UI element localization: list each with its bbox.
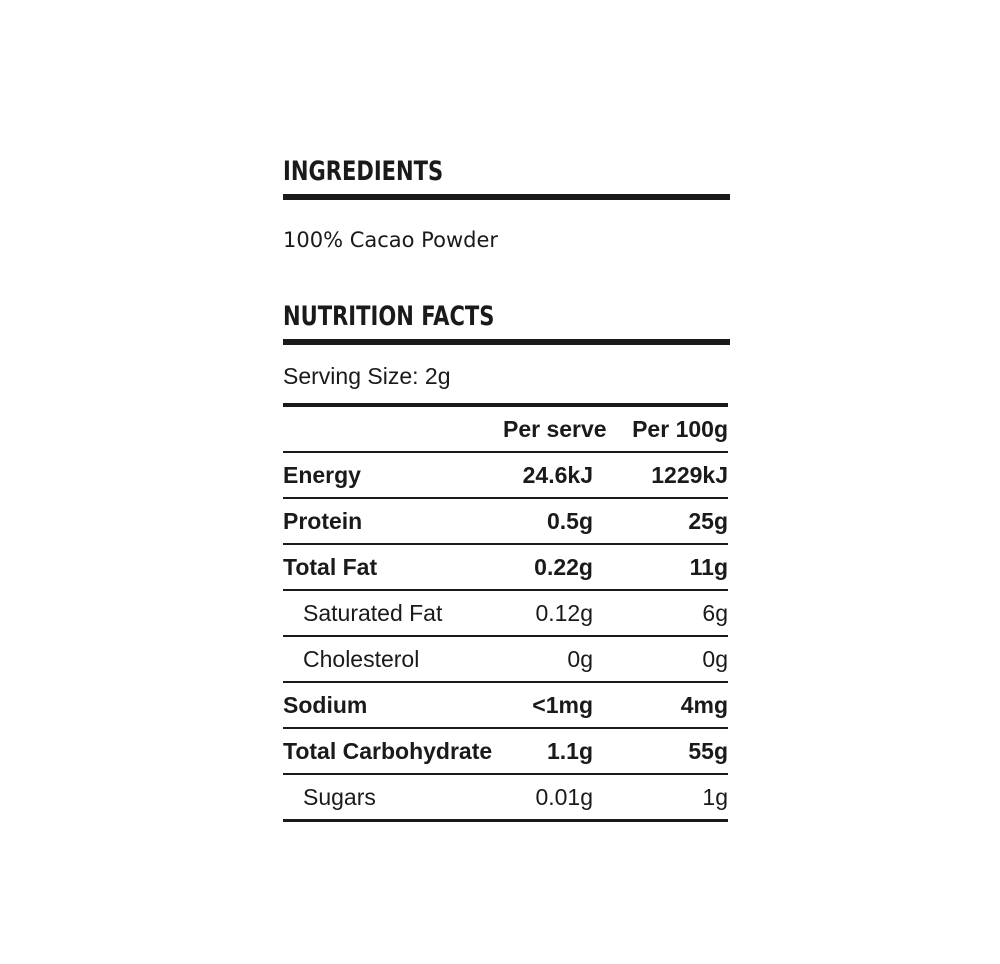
per-100g-value: 1g [593,774,728,821]
nutrition-table [283,407,728,822]
per-serve-value: 0.01g [503,774,593,821]
nutrient-name: Sodium [283,682,503,728]
table-row [283,682,728,728]
per-serve-value: 1.1g [503,728,593,774]
per-serve-value: 0.12g [503,590,593,636]
per-100g-value: 25g [593,498,728,544]
table-row [283,590,728,636]
per-serve-value: <1mg [503,682,593,728]
nutrition-facts-rule [283,339,730,345]
table-row [283,728,728,774]
per-serve-value: 0.5g [503,498,593,544]
per-100g-value: 55g [593,728,728,774]
header-per-100g: Per 100g [593,407,728,452]
nutrient-name: Energy [283,452,503,498]
nutrition-facts-heading: NUTRITION FACTS [283,301,495,332]
nutrient-name: Cholesterol [283,636,503,682]
table-header-row [283,407,728,452]
nutrition-label-panel [283,150,730,822]
serving-size: Serving Size: 2g [283,363,451,389]
table-row [283,774,728,821]
nutrient-name: Protein [283,498,503,544]
table-row [283,498,728,544]
table-row [283,452,728,498]
per-100g-value: 11g [593,544,728,590]
per-100g-value: 6g [593,590,728,636]
per-serve-value: 24.6kJ [503,452,593,498]
header-blank [283,407,503,452]
per-100g-value: 4mg [593,682,728,728]
nutrient-name: Total Carbohydrate [283,728,503,774]
per-serve-value: 0g [503,636,593,682]
per-100g-value: 1229kJ [593,452,728,498]
ingredients-text: 100% Cacao Powder [283,228,499,252]
nutrient-name: Saturated Fat [283,590,503,636]
nutrient-name: Total Fat [283,544,503,590]
per-100g-value: 0g [593,636,728,682]
ingredients-heading: INGREDIENTS [283,156,444,187]
ingredients-rule [283,194,730,200]
header-per-serve: Per serve [503,407,593,452]
table-row [283,544,728,590]
nutrient-name: Sugars [283,774,503,821]
table-row [283,636,728,682]
per-serve-value: 0.22g [503,544,593,590]
